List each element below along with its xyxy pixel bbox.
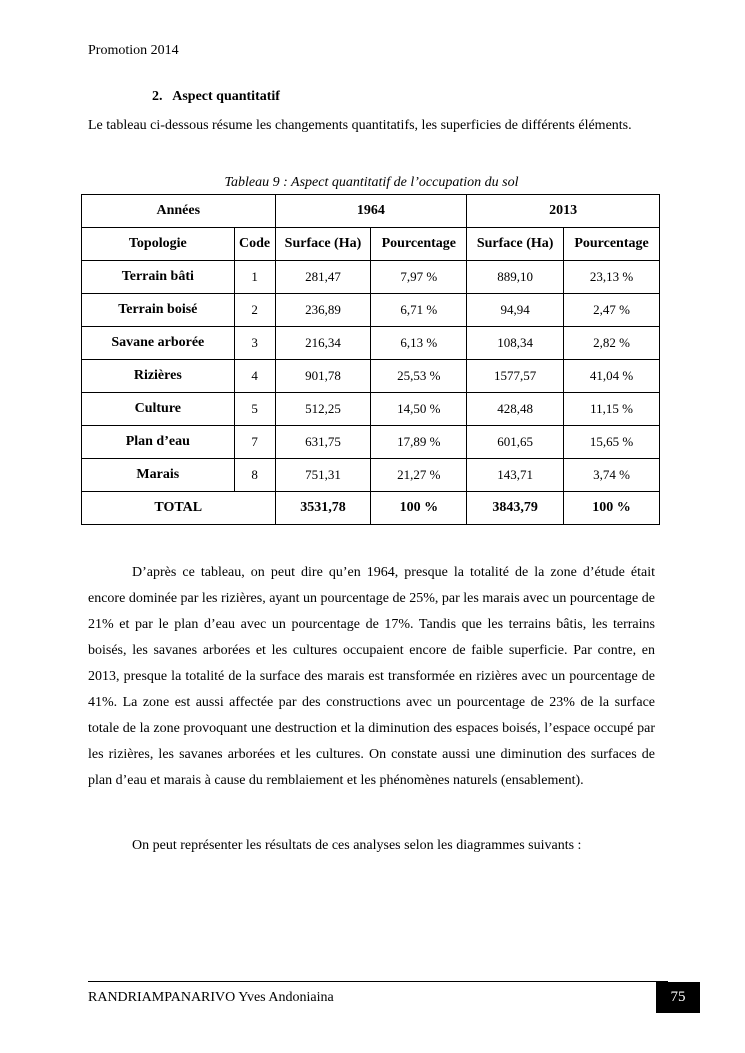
row-pourcentage-1964: 6,71 % xyxy=(371,294,467,327)
row-surface-1964: 216,34 xyxy=(275,327,371,360)
total-label: TOTAL xyxy=(82,492,276,525)
row-code: 7 xyxy=(234,426,275,459)
table-total-row xyxy=(82,492,660,525)
pourcentage-1964-header: Pourcentage xyxy=(371,228,467,261)
row-surface-1964: 512,25 xyxy=(275,393,371,426)
row-pourcentage-2013: 2,47 % xyxy=(564,294,660,327)
row-surface-2013: 108,34 xyxy=(467,327,564,360)
row-pourcentage-2013: 11,15 % xyxy=(564,393,660,426)
table-caption: Tableau 9 : Aspect quantitatif de l’occupation du sol xyxy=(224,175,519,190)
row-surface-1964: 236,89 xyxy=(275,294,371,327)
table-row xyxy=(82,459,660,492)
row-surface-1964: 281,47 xyxy=(275,261,371,294)
code-header: Code xyxy=(234,228,275,261)
row-pourcentage-1964: 7,97 % xyxy=(371,261,467,294)
row-pourcentage-1964: 17,89 % xyxy=(371,426,467,459)
table-header-years xyxy=(82,195,660,228)
table-row xyxy=(82,360,660,393)
row-surface-2013: 94,94 xyxy=(467,294,564,327)
footer-author: RANDRIAMPANARIVO Yves Andoniaina xyxy=(88,990,334,1005)
row-pourcentage-2013: 41,04 % xyxy=(564,360,660,393)
table-row xyxy=(82,426,660,459)
footer-divider xyxy=(88,981,668,982)
row-code: 4 xyxy=(234,360,275,393)
row-code: 1 xyxy=(234,261,275,294)
row-surface-2013: 601,65 xyxy=(467,426,564,459)
row-surface-2013: 1577,57 xyxy=(467,360,564,393)
page-header: Promotion 2014 xyxy=(88,43,179,58)
total-surface-2013: 3843,79 xyxy=(467,492,564,525)
row-pourcentage-2013: 2,82 % xyxy=(564,327,660,360)
year-2013-header: 2013 xyxy=(467,195,660,228)
analysis-paragraph: D’après ce tableau, on peut dire qu’en 1964, presque la totalité de la zone d’étude était encore dominée par les rizières, ayant un pourcentage de 25%, par les marais avec un pourcentage de 21% et par le plan d’eau avec un pourcentage de 17%. Tandis que les terrains bâtis, les terrains boisés, les savanes arborées et les cultures occupaient encore de faible superficie. Par contre, en 2013, presque la totalité de la surface des marais est transformée en rizières avec un pourcentage de 41%. La zone est aussi affectée par des constructions avec un pourcentage de 23% de la surface totale de la zone provoquant une destruction et la diminution des espaces boisés, l’espace occupé par les rizières, les savanes arborées et les cultures. On constate aussi une diminution des surfaces de plan d’eau et marais à cause du remblaiement et les phénomènes naturels (ensablement). xyxy=(88,565,655,788)
row-code: 8 xyxy=(234,459,275,492)
diagram-intro-paragraph: On peut représenter les résultats de ces analyses selon les diagrammes suivants : xyxy=(132,838,582,853)
row-name: Terrain boisé xyxy=(82,294,235,327)
row-pourcentage-2013: 23,13 % xyxy=(564,261,660,294)
years-header: Années xyxy=(82,195,276,228)
surface-1964-header: Surface (Ha) xyxy=(275,228,371,261)
table-row xyxy=(82,261,660,294)
total-surface-1964: 3531,78 xyxy=(275,492,371,525)
pourcentage-2013-header: Pourcentage xyxy=(564,228,660,261)
row-pourcentage-1964: 25,53 % xyxy=(371,360,467,393)
table-row xyxy=(82,327,660,360)
land-use-table xyxy=(81,194,660,525)
row-name: Rizières xyxy=(82,360,235,393)
table-row xyxy=(82,393,660,426)
row-surface-1964: 901,78 xyxy=(275,360,371,393)
row-name: Culture xyxy=(82,393,235,426)
row-surface-2013: 143,71 xyxy=(467,459,564,492)
row-pourcentage-2013: 3,74 % xyxy=(564,459,660,492)
total-pourcentage-1964: 100 % xyxy=(371,492,467,525)
intro-paragraph: Le tableau ci-dessous résume les changements quantitatifs, les superficies de différents éléments. xyxy=(88,118,632,133)
row-surface-1964: 751,31 xyxy=(275,459,371,492)
row-name: Marais xyxy=(82,459,235,492)
surface-2013-header: Surface (Ha) xyxy=(467,228,564,261)
section-title: 2. Aspect quantitatif xyxy=(152,89,280,104)
row-pourcentage-2013: 15,65 % xyxy=(564,426,660,459)
row-code: 2 xyxy=(234,294,275,327)
row-name: Savane arborée xyxy=(82,327,235,360)
table-row xyxy=(82,294,660,327)
row-name: Plan d’eau xyxy=(82,426,235,459)
row-surface-1964: 631,75 xyxy=(275,426,371,459)
year-1964-header: 1964 xyxy=(275,195,467,228)
row-surface-2013: 428,48 xyxy=(467,393,564,426)
total-pourcentage-2013: 100 % xyxy=(564,492,660,525)
topologie-header: Topologie xyxy=(82,228,235,261)
table-header-columns xyxy=(82,228,660,261)
row-pourcentage-1964: 6,13 % xyxy=(371,327,467,360)
row-pourcentage-1964: 14,50 % xyxy=(371,393,467,426)
row-name: Terrain bâti xyxy=(82,261,235,294)
row-pourcentage-1964: 21,27 % xyxy=(371,459,467,492)
page-number: 75 xyxy=(656,982,700,1013)
row-code: 5 xyxy=(234,393,275,426)
row-surface-2013: 889,10 xyxy=(467,261,564,294)
row-code: 3 xyxy=(234,327,275,360)
